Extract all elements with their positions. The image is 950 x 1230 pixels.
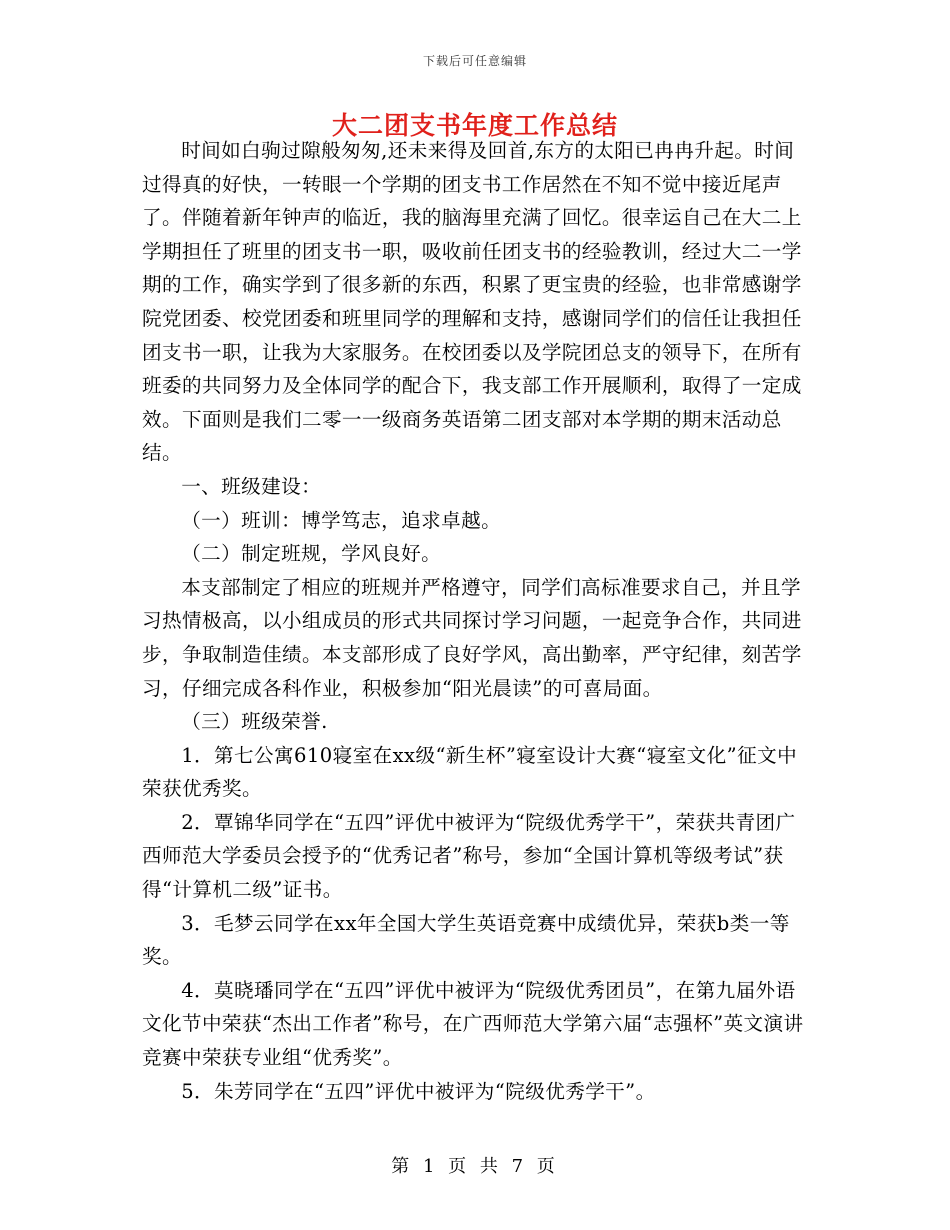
- paragraph-intro: 时间如白驹过隙般匆匆,还未来得及回首,东方的太阳已冉冉升起。时间过得真的好快，一转眼一个学期的团支书工作居然在不知不觉中接近尾声了。伴随着新年钟声的临近，我的脑海里充满了回忆。很幸运自己在大二上学期担任了班里的团支书一职，吸收前任团支书的经验教训，经过大二一学期的工作，确实学到了很多新的东西，积累了更宝贵的经验，也非常感谢学院党团委、校党团委和班里同学的理解和支持，感谢同学们的信任让我担任团支书一职，让我为大家服务。在校团委以及学院团总支的领导下，在所有班委的共同努力及全体同学的配合下，我支部工作开展顺利，取得了一定成效。下面则是我们二零一一级商务英语第二团支部对本学期的期末活动总结。: [142, 139, 802, 465]
- page-indicator: 第 1 页 共 7 页: [391, 1156, 559, 1177]
- subsection-class-rules: （二）制定班规，学风良好。: [181, 542, 442, 566]
- section-heading-class-building: 一、班级建设：: [181, 474, 322, 498]
- subsection-class-motto: （一）班训：博学笃志，追求卓越。: [181, 508, 502, 532]
- honor-item-5: 5．朱芳同学在“五四”评优中被评为“院级优秀学干”。: [181, 1079, 656, 1103]
- honor-item-1: 1．第七公寓610寝室在xx级“新生杯”寝室设计大赛“寝室文化”征文中荣获优秀奖。: [142, 743, 798, 801]
- document-title: 大二团支书年度工作总结: [331, 111, 618, 140]
- paragraph-class-rules-detail: 本支部制定了相应的班规并严格遵守，同学们高标准要求自己，并且学习热情极高，以小组成员的形式共同探讨学习问题，一起竞争合作，共同进步，争取制造佳绩。本支部形成了良好学风，高出勤率，严守纪律，刻苦学习，仔细完成各科作业，积极参加“阳光晨读”的可喜局面。: [142, 575, 802, 700]
- document-body: [142, 134, 812, 1108]
- header-note: 下载后可任意编辑: [422, 54, 527, 68]
- honor-item-3: 3．毛梦云同学在xx年全国大学生英语竞赛中成绩优异，荣获b类一等奖。: [142, 911, 790, 969]
- honor-item-4: 4．莫晓璠同学在“五四”评优中被评为“院级优秀团员”，在第九届外语文化节中荣获“杰出工作者”称号，在广西师范大学第六届“志强杯”英文演讲竞赛中荣获专业组“优秀奖”。: [142, 978, 804, 1070]
- subsection-class-honors: （三）班级荣誉.: [181, 710, 328, 734]
- honor-item-2: 2．覃锦华同学在“五四”评优中被评为“院级优秀学干”，荣获共青团广西师范大学委员会授予的“优秀记者”称号，参加“全国计算机等级考试”获得“计算机二级”证书。: [142, 810, 796, 902]
